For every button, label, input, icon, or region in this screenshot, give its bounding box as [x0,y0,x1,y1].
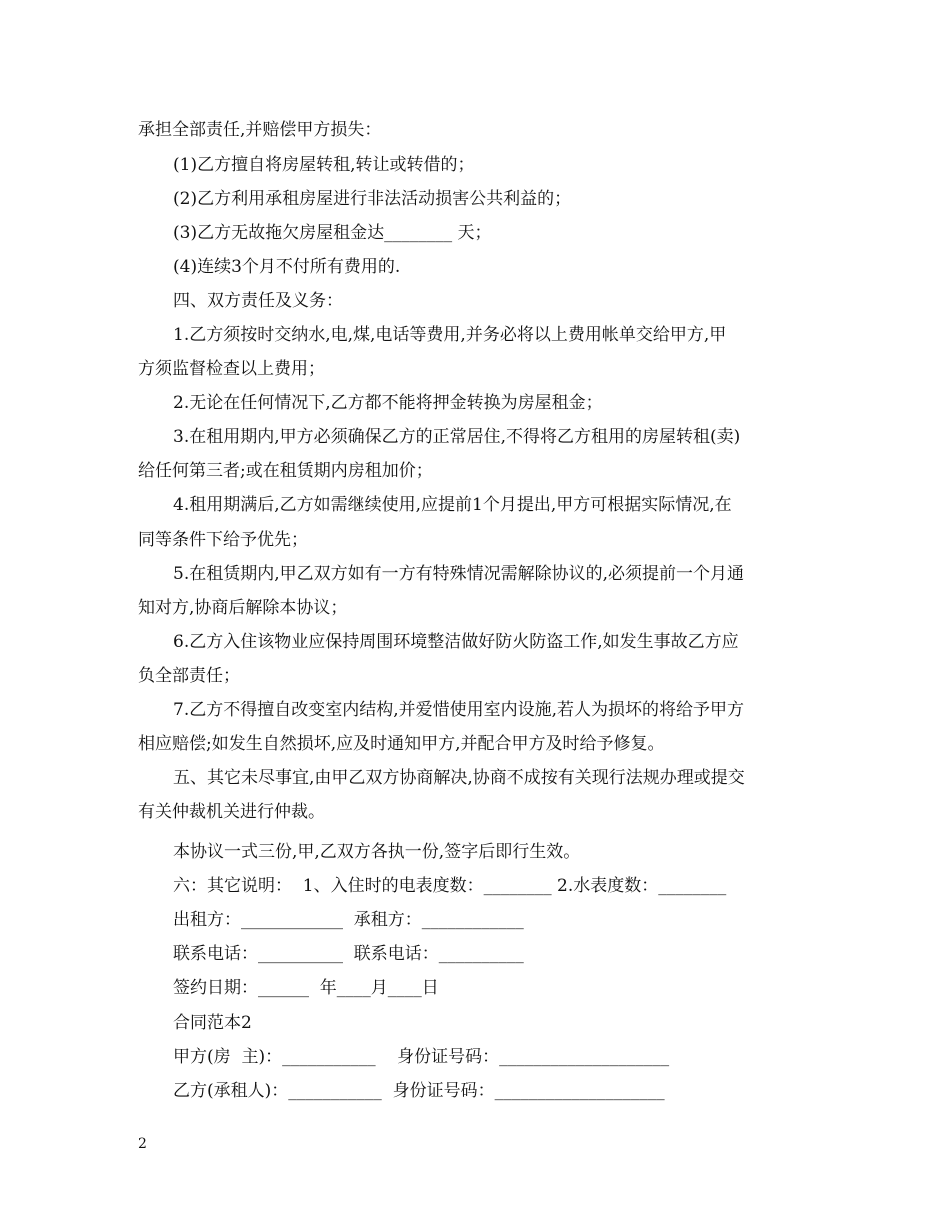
form-line: 出租方：____________ 承租方：____________ [173,910,524,930]
text-line: (1)乙方擅自将房屋转租,转让或转借的； [173,155,475,175]
form-line: 乙方(承租人)：___________ 身份证号码：____________________ [173,1081,665,1101]
text-line: 方须监督检查以上费用； [138,359,325,379]
form-line: 联系电话：__________ 联系电话：__________ [173,944,524,964]
text-line: 5.在租赁期内,甲乙双方如有一方有特殊情况需解除协议的,必须提前一个月通 [173,564,745,584]
page-number: 2 [138,1136,147,1152]
section-heading: 四、双方责任及义务： [173,291,343,311]
text-line: 6.乙方入住该物业应保持周围环境整洁做好防火防盗工作,如发生事故乙方应 [173,632,739,652]
form-line: 签约日期：______ 年____月____日 [173,978,439,998]
text-line: (3)乙方无故拖欠房屋租金达________ 天； [173,223,492,243]
text-line: 有关仲裁机关进行仲裁。 [138,802,325,822]
text-line: (2)乙方利用承租房屋进行非法活动损害公共利益的； [173,189,572,209]
text-line: 同等条件下给予优先； [138,530,308,550]
text-line: 4.租用期满后,乙方如需继续使用,应提前1个月提出,甲方可根据实际情况,在 [173,495,732,515]
text-line: 承担全部责任,并赔偿甲方损失： [138,120,382,140]
form-line: 甲方(房 主)：___________ 身份证号码：____________________ [173,1047,670,1067]
text-line: 本协议一式三份,甲,乙双方各执一份,签字后即行生效。 [173,842,581,862]
form-line: 六：其它说明： 1、入住时的电表度数：________ 2.水表度数：________ [173,876,727,896]
contract-title: 合同范本2 [173,1013,252,1033]
text-line: 相应赔偿;如发生自然损坏,应及时通知甲方,并配合甲方及时给予修复。 [138,734,665,754]
text-line: 2.无论在任何情况下,乙方都不能将押金转换为房屋租金； [173,393,603,413]
text-line: 负全部责任； [138,666,240,686]
text-line: 3.在租用期内,甲方必须确保乙方的正常居住,不得将乙方租用的房屋转租(卖) [173,427,741,447]
text-line: 知对方,协商后解除本协议； [138,598,348,618]
text-line: 7.乙方不得擅自改变室内结构,并爱惜使用室内设施,若人为损坏的将给予甲方 [173,700,745,720]
text-line: (4)连续3个月不付所有费用的. [173,257,401,277]
text-line: 1.乙方须按时交纳水,电,煤,电话等费用,并务必将以上费用帐单交给甲方,甲 [173,325,727,345]
text-line: 给任何第三者;或在租赁期内房租加价； [138,461,433,481]
section-heading: 五、其它未尽事宜,由甲乙双方协商解决,协商不成按有关现行法规办理或提交 [173,768,745,788]
